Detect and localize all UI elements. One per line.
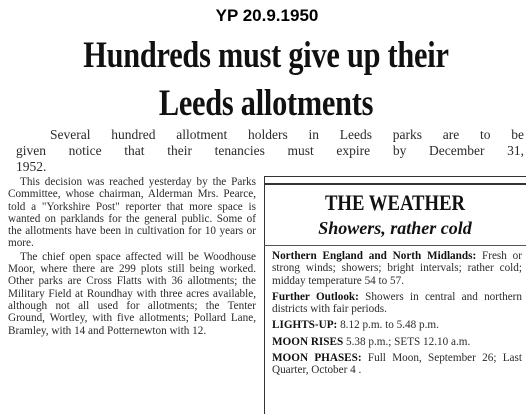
weather-details	[272, 250, 522, 381]
lighting-text: 8.12 p.m. to 5.48 p.m.	[340, 319, 439, 332]
phases-text: Full Moon, September 26; Last Quarter, October 4 .	[272, 352, 522, 377]
weather-subtitle: Showers, rather cold	[318, 218, 472, 238]
weather-moon-phases	[272, 352, 522, 377]
outlook-text: Showers in central and northern districts with fair periods.	[272, 290, 522, 316]
standfirst-line-1: Several hundred allotment holders in Leeds parks are to be	[50, 127, 524, 142]
weather-outlook	[272, 291, 522, 316]
article-body	[8, 176, 256, 338]
headline-line-1: Hundreds must give up their	[83, 35, 449, 76]
headline-line-2: Leeds allotments	[158, 83, 374, 124]
weather-top-rule	[264, 183, 526, 185]
article-paragraph-1: This decision was reached yesterday by the Parks Committee, whose chairman, Alderman Mrs. Pearce, told a "Yorkshire Post" reporter that more space is wanted on parklands for the general public. Some of the allotments have been in cultivation for 10 years or more.	[8, 176, 256, 250]
headline	[56, 32, 476, 128]
moon-text: 5.38 p.m.; SETS 12.10 a.m.	[345, 335, 471, 348]
lighting-label: LIGHTS-UP:	[272, 319, 338, 332]
standfirst-line-2: given notice that their tenancies must expire by December 31,	[16, 143, 524, 158]
moon-label: MOON RISES	[272, 335, 344, 348]
article-paragraph-2: The chief open space affected will be Woodhouse Moor, where there are 299 plots still being worked. Other parks are Cross Flatts with 36 allotments; the Military Field at Roundhay with three acres available, although not all used for allotments; the Tenter Ground, Wortley, with five allotments; Pollard Lane, Bramley, with 14 and Potternewton with 12.	[8, 250, 256, 337]
weather-divider	[264, 245, 526, 246]
weather-forecast	[272, 250, 522, 287]
standfirst	[16, 127, 524, 175]
forecast-label: Northern England and North Midlands:	[272, 250, 477, 262]
standfirst-line-3: 1952.	[16, 159, 47, 174]
forecast-text: Fresh or strong winds; showers; bright intervals; rather cold; midday temperature 54 to 57.	[272, 250, 522, 287]
phases-label: MOON PHASES:	[272, 352, 362, 365]
source-date-tag: YP 20.9.1950	[215, 6, 319, 25]
weather-title: THE WEATHER	[324, 190, 466, 215]
outlook-label: Further Outlook:	[272, 290, 359, 303]
weather-moon-times	[272, 336, 522, 348]
weather-lighting-up	[272, 319, 522, 331]
